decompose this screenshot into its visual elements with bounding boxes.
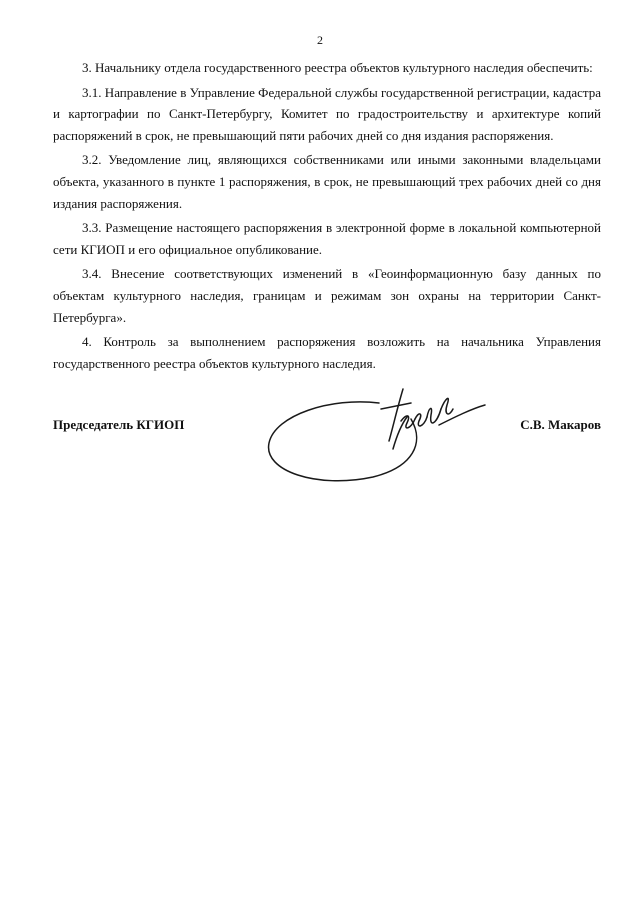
paragraph-item-3-4: 3.4. Внесение соответствующих изменений в «Геоинформационную базу данных по объектам культурного наследия, границам и режимам зон охраны на территории Санкт-Петербурга». [53, 266, 601, 325]
paragraph-item-3-3: 3.3. Размещение настоящего распоряжения в электронной форме в локальной компьютерной сети КГИОП и его официальное опубликование. [53, 220, 601, 257]
document-body [53, 57, 601, 377]
page-number: 2 [317, 33, 323, 47]
signature-block [53, 405, 601, 485]
paragraph-item-3-2: 3.2. Уведомление лиц, являющихся собственниками или иными законными владельцами объекта, указанного в пункте 1 распоряжения, в срок, не превышающий трех рабочих дней со дня издания распоряжения. [53, 152, 601, 211]
paragraph-item-3-1: 3.1. Направление в Управление Федеральной службы государственной регистрации, кадастра и картографии по Санкт-Петербургу, Комитет по градостроительству и архитектуре копий распоряжений в срок, не превышающий пяти рабочих дней со дня издания распоряжения. [53, 84, 601, 143]
signer-name: С.В. Макаров [520, 417, 601, 432]
handwritten-signature [261, 379, 489, 491]
paragraph-item-3: 3. Начальнику отдела государственного реестра объектов культурного наследия обеспечить: [82, 60, 593, 75]
paragraph-item-4: 4. Контроль за выполнением распоряжения возложить на начальника Управления государственного реестра объектов культурного наследия. [53, 334, 601, 371]
signer-title: Председатель КГИОП [53, 417, 185, 432]
